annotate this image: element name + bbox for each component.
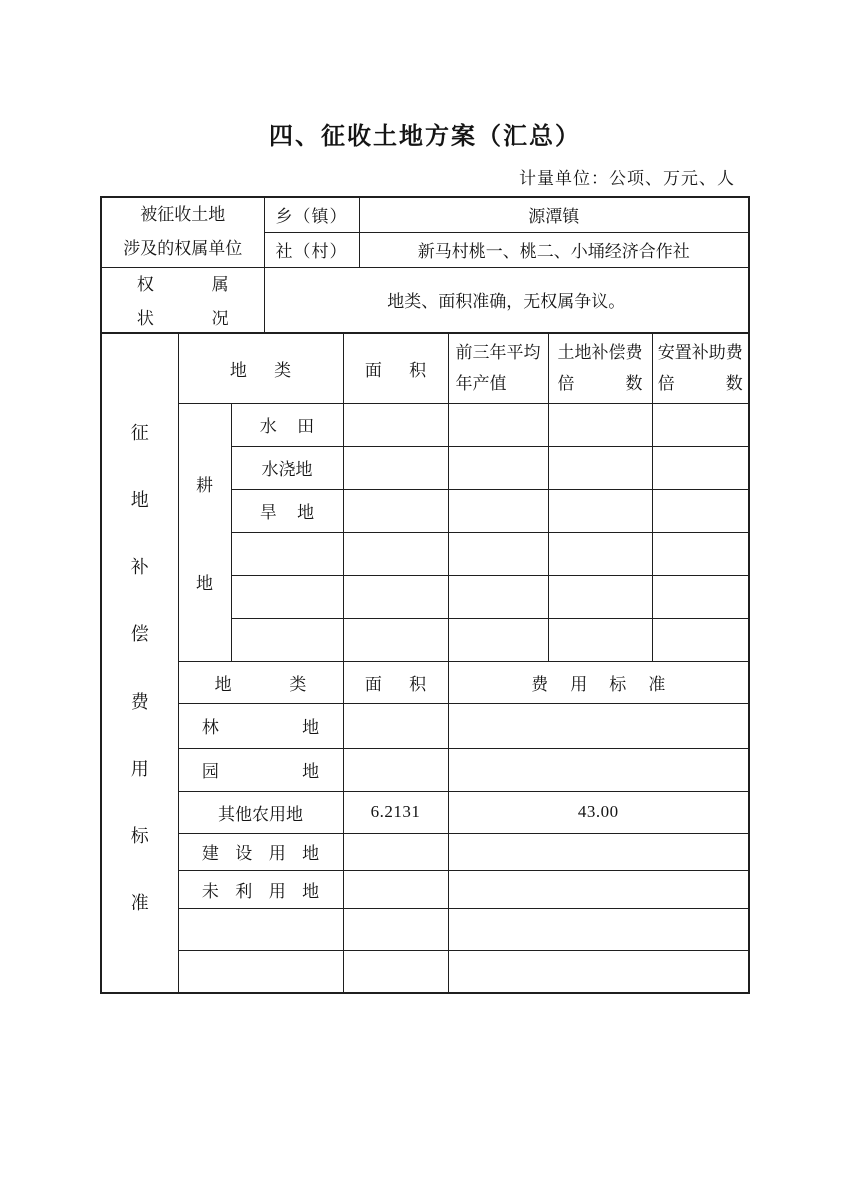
table-row — [101, 833, 749, 870]
township-value: 源潭镇 — [359, 197, 749, 232]
avg-output-cell — [448, 446, 548, 489]
side-label-char: 补 — [130, 557, 149, 578]
side-label-char: 费 — [130, 691, 149, 712]
header-avg-output — [448, 333, 548, 403]
land-type-cell — [231, 489, 343, 532]
header-fee-standard — [448, 661, 749, 703]
land-type-text: 水田 — [259, 417, 315, 436]
land-type-text: 未利用地 — [201, 881, 320, 901]
resettle-cell — [652, 403, 749, 446]
header-land-type-text: 地类 — [214, 674, 307, 694]
avg-output-cell — [448, 489, 548, 532]
village-label: 社（村） — [264, 232, 359, 267]
resettle-cell — [652, 618, 749, 661]
table-row — [101, 870, 749, 908]
table-row — [101, 950, 749, 993]
cultivated-group-cell — [178, 403, 231, 661]
fee-standard-cell: 43.00 — [448, 791, 749, 833]
land-type-cell — [231, 575, 343, 618]
status-label-line1: 权属 — [136, 275, 229, 295]
land-type-text: 园地 — [201, 762, 320, 781]
table-row — [101, 403, 749, 446]
bottom-header-row — [101, 661, 749, 703]
land-type-cell — [178, 833, 343, 870]
land-comp-cell — [548, 489, 652, 532]
land-type-cell — [231, 618, 343, 661]
compensation-fee-table — [100, 332, 750, 994]
side-label-char: 用 — [130, 758, 149, 779]
side-label-char: 准 — [130, 892, 149, 913]
township-label: 乡（镇） — [264, 197, 359, 232]
resettle-cell — [652, 446, 749, 489]
table-row — [101, 703, 749, 748]
header-avg-output-line2: 年产值 — [455, 374, 507, 394]
header-fee-standard-text: 费用标准 — [531, 674, 666, 694]
unit-note: 计量单位：公项、万元、人 — [519, 169, 735, 188]
header-land-comp-line2: 倍数 — [557, 374, 643, 394]
header-land-type — [178, 333, 343, 403]
subject-units-label — [101, 197, 264, 267]
land-type-cell: 其他农用地 — [178, 791, 343, 833]
ownership-table — [100, 196, 750, 334]
fee-standard-cell — [448, 833, 749, 870]
header-land-type-text: 地类 — [229, 360, 292, 380]
area-cell — [343, 403, 448, 446]
cultivated-group-label — [179, 406, 231, 658]
area-cell — [343, 870, 448, 908]
page-title: 四、征收土地方案（汇总） — [269, 123, 581, 150]
land-type-text: 林地 — [201, 718, 320, 737]
side-label-char: 标 — [130, 825, 149, 846]
table-row — [101, 267, 749, 333]
header-land-comp-multiple — [548, 333, 652, 403]
group-label-char: 耕 — [196, 475, 213, 495]
header-land-type — [178, 661, 343, 703]
resettle-cell — [652, 575, 749, 618]
table-row — [101, 908, 749, 950]
top-header-row — [101, 333, 749, 403]
village-value: 新马村桃一、桃二、小埇经济合作社 — [359, 232, 749, 267]
avg-output-cell — [448, 618, 548, 661]
area-cell — [343, 703, 448, 748]
land-type-cell — [231, 403, 343, 446]
land-type-cell — [178, 748, 343, 791]
side-label-cell — [101, 333, 178, 993]
header-resettle-multiple — [652, 333, 749, 403]
resettle-cell — [652, 532, 749, 575]
land-comp-cell — [548, 618, 652, 661]
header-land-comp-line1: 土地补偿费 — [557, 343, 643, 363]
land-type-cell: 水浇地 — [231, 446, 343, 489]
header-resettle-line2: 倍数 — [657, 374, 743, 394]
fee-standard-cell — [448, 748, 749, 791]
subject-label-line1: 被征收土地 — [140, 205, 226, 225]
land-type-cell — [178, 950, 343, 993]
land-comp-cell — [548, 446, 652, 489]
form-sheet — [100, 196, 748, 994]
area-cell: 6.2131 — [343, 791, 448, 833]
land-comp-cell — [548, 532, 652, 575]
header-area — [343, 661, 448, 703]
avg-output-cell — [448, 575, 548, 618]
group-label-char: 地 — [196, 573, 213, 593]
ownership-status-label — [101, 267, 264, 333]
header-resettle-line1: 安置补助费 — [657, 343, 743, 363]
land-type-cell — [178, 908, 343, 950]
area-cell — [343, 908, 448, 950]
subject-label-line2: 涉及的权属单位 — [123, 239, 243, 259]
table-row — [101, 197, 749, 232]
header-area-text: 面积 — [364, 360, 427, 380]
fee-standard-cell — [448, 703, 749, 748]
area-cell — [343, 575, 448, 618]
area-cell — [343, 446, 448, 489]
avg-output-cell — [448, 403, 548, 446]
land-type-cell — [178, 870, 343, 908]
ownership-status-value: 地类、面积准确，无权属争议。 — [264, 267, 749, 333]
land-type-text: 旱地 — [259, 503, 315, 522]
area-cell — [343, 950, 448, 993]
fee-standard-cell — [448, 908, 749, 950]
land-type-cell — [231, 532, 343, 575]
status-label-line2: 状况 — [136, 309, 229, 329]
fee-standard-cell — [448, 950, 749, 993]
fee-standard-cell — [448, 870, 749, 908]
side-label-char: 地 — [130, 490, 149, 511]
area-cell — [343, 618, 448, 661]
header-avg-output-line1: 前三年平均 — [455, 343, 541, 363]
land-type-text: 建设用地 — [201, 844, 320, 863]
header-area-text: 面积 — [364, 674, 427, 694]
resettle-cell — [652, 489, 749, 532]
table-row — [101, 791, 749, 833]
area-cell — [343, 748, 448, 791]
land-comp-cell — [548, 575, 652, 618]
land-type-cell — [178, 703, 343, 748]
area-cell — [343, 532, 448, 575]
area-cell — [343, 833, 448, 870]
table-row — [101, 748, 749, 791]
avg-output-cell — [448, 532, 548, 575]
side-label — [102, 339, 178, 987]
area-cell — [343, 489, 448, 532]
land-comp-cell — [548, 403, 652, 446]
side-label-char: 偿 — [130, 624, 149, 645]
header-area — [343, 333, 448, 403]
side-label-char: 征 — [130, 423, 149, 443]
